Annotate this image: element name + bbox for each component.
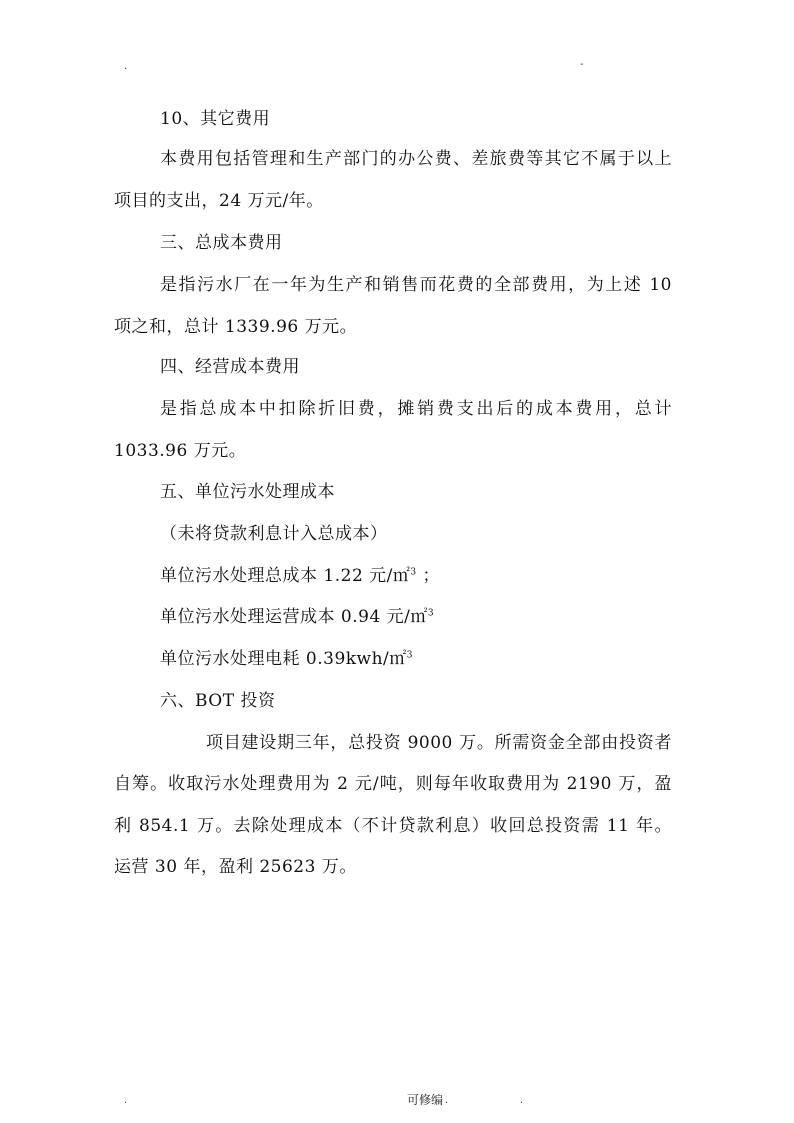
unit-total-cost-text: 单位污水处理总成本 1.22 元/㎡ (160, 566, 411, 586)
unit-operating-cost (160, 606, 434, 628)
unit-operating-cost-text: 单位污水处理运营成本 0.94 元/㎡ (160, 607, 428, 627)
header-dot-left: . (124, 61, 128, 72)
paragraph-line: 利 854.1 万。去除处理成本（不计贷款利息）收回总投资需 11 年。 (114, 816, 672, 836)
unit-total-cost (160, 565, 440, 587)
header-dot-right: - (580, 59, 584, 70)
heading-operating-cost: 四、经营成本费用 (160, 357, 300, 377)
footer-dot-mid: . (445, 1095, 449, 1106)
paragraph-line: 是指总成本中扣除折旧费，摊销费支出后的成本费用，总计 (160, 399, 672, 419)
paragraph-line: （未将贷款利息计入总成本） (160, 524, 388, 544)
paragraph-line: 项之和，总计 1339.96 万元。 (114, 317, 358, 337)
paragraph-line: 运营 30 年，盈利 25623 万。 (114, 857, 357, 877)
heading-total-cost: 三、总成本费用 (160, 233, 283, 253)
paragraph-line: 1033.96 万元。 (114, 441, 247, 461)
footer-dot-left: . (124, 1095, 128, 1106)
heading-unit-cost: 五、单位污水处理成本 (160, 482, 335, 502)
paragraph-line: 项目的支出，24 万元/年。 (114, 191, 324, 211)
paragraph-line: 自筹。收取污水处理费用为 2 元/吨，则每年收取费用为 2190 万，盈 (114, 774, 672, 794)
unit-total-cost-suffix: ； (416, 566, 441, 586)
heading-bot-investment: 六、BOT 投资 (160, 691, 276, 711)
footer-label: 可修编 (407, 1093, 444, 1107)
paragraph-line: 本费用包括管理和生产部门的办公费、差旅费等其它不属于以上 (160, 149, 672, 169)
paragraph-line: 项目建设期三年，总投资 9000 万。所需资金全部由投资者 (206, 733, 672, 753)
unit-power-consumption (160, 648, 413, 670)
footer-dot-right: . (520, 1095, 524, 1106)
superscript: 3 (427, 608, 435, 619)
paragraph-line: 是指污水厂在一年为生产和销售而花费的全部费用，为上述 10 (160, 275, 672, 295)
heading-other-costs: 10、其它费用 (160, 109, 271, 129)
superscript: 3 (410, 567, 417, 578)
superscript: 3 (406, 650, 414, 661)
unit-power-consumption-text: 单位污水处理电耗 0.39kwh/㎡ (160, 649, 407, 669)
